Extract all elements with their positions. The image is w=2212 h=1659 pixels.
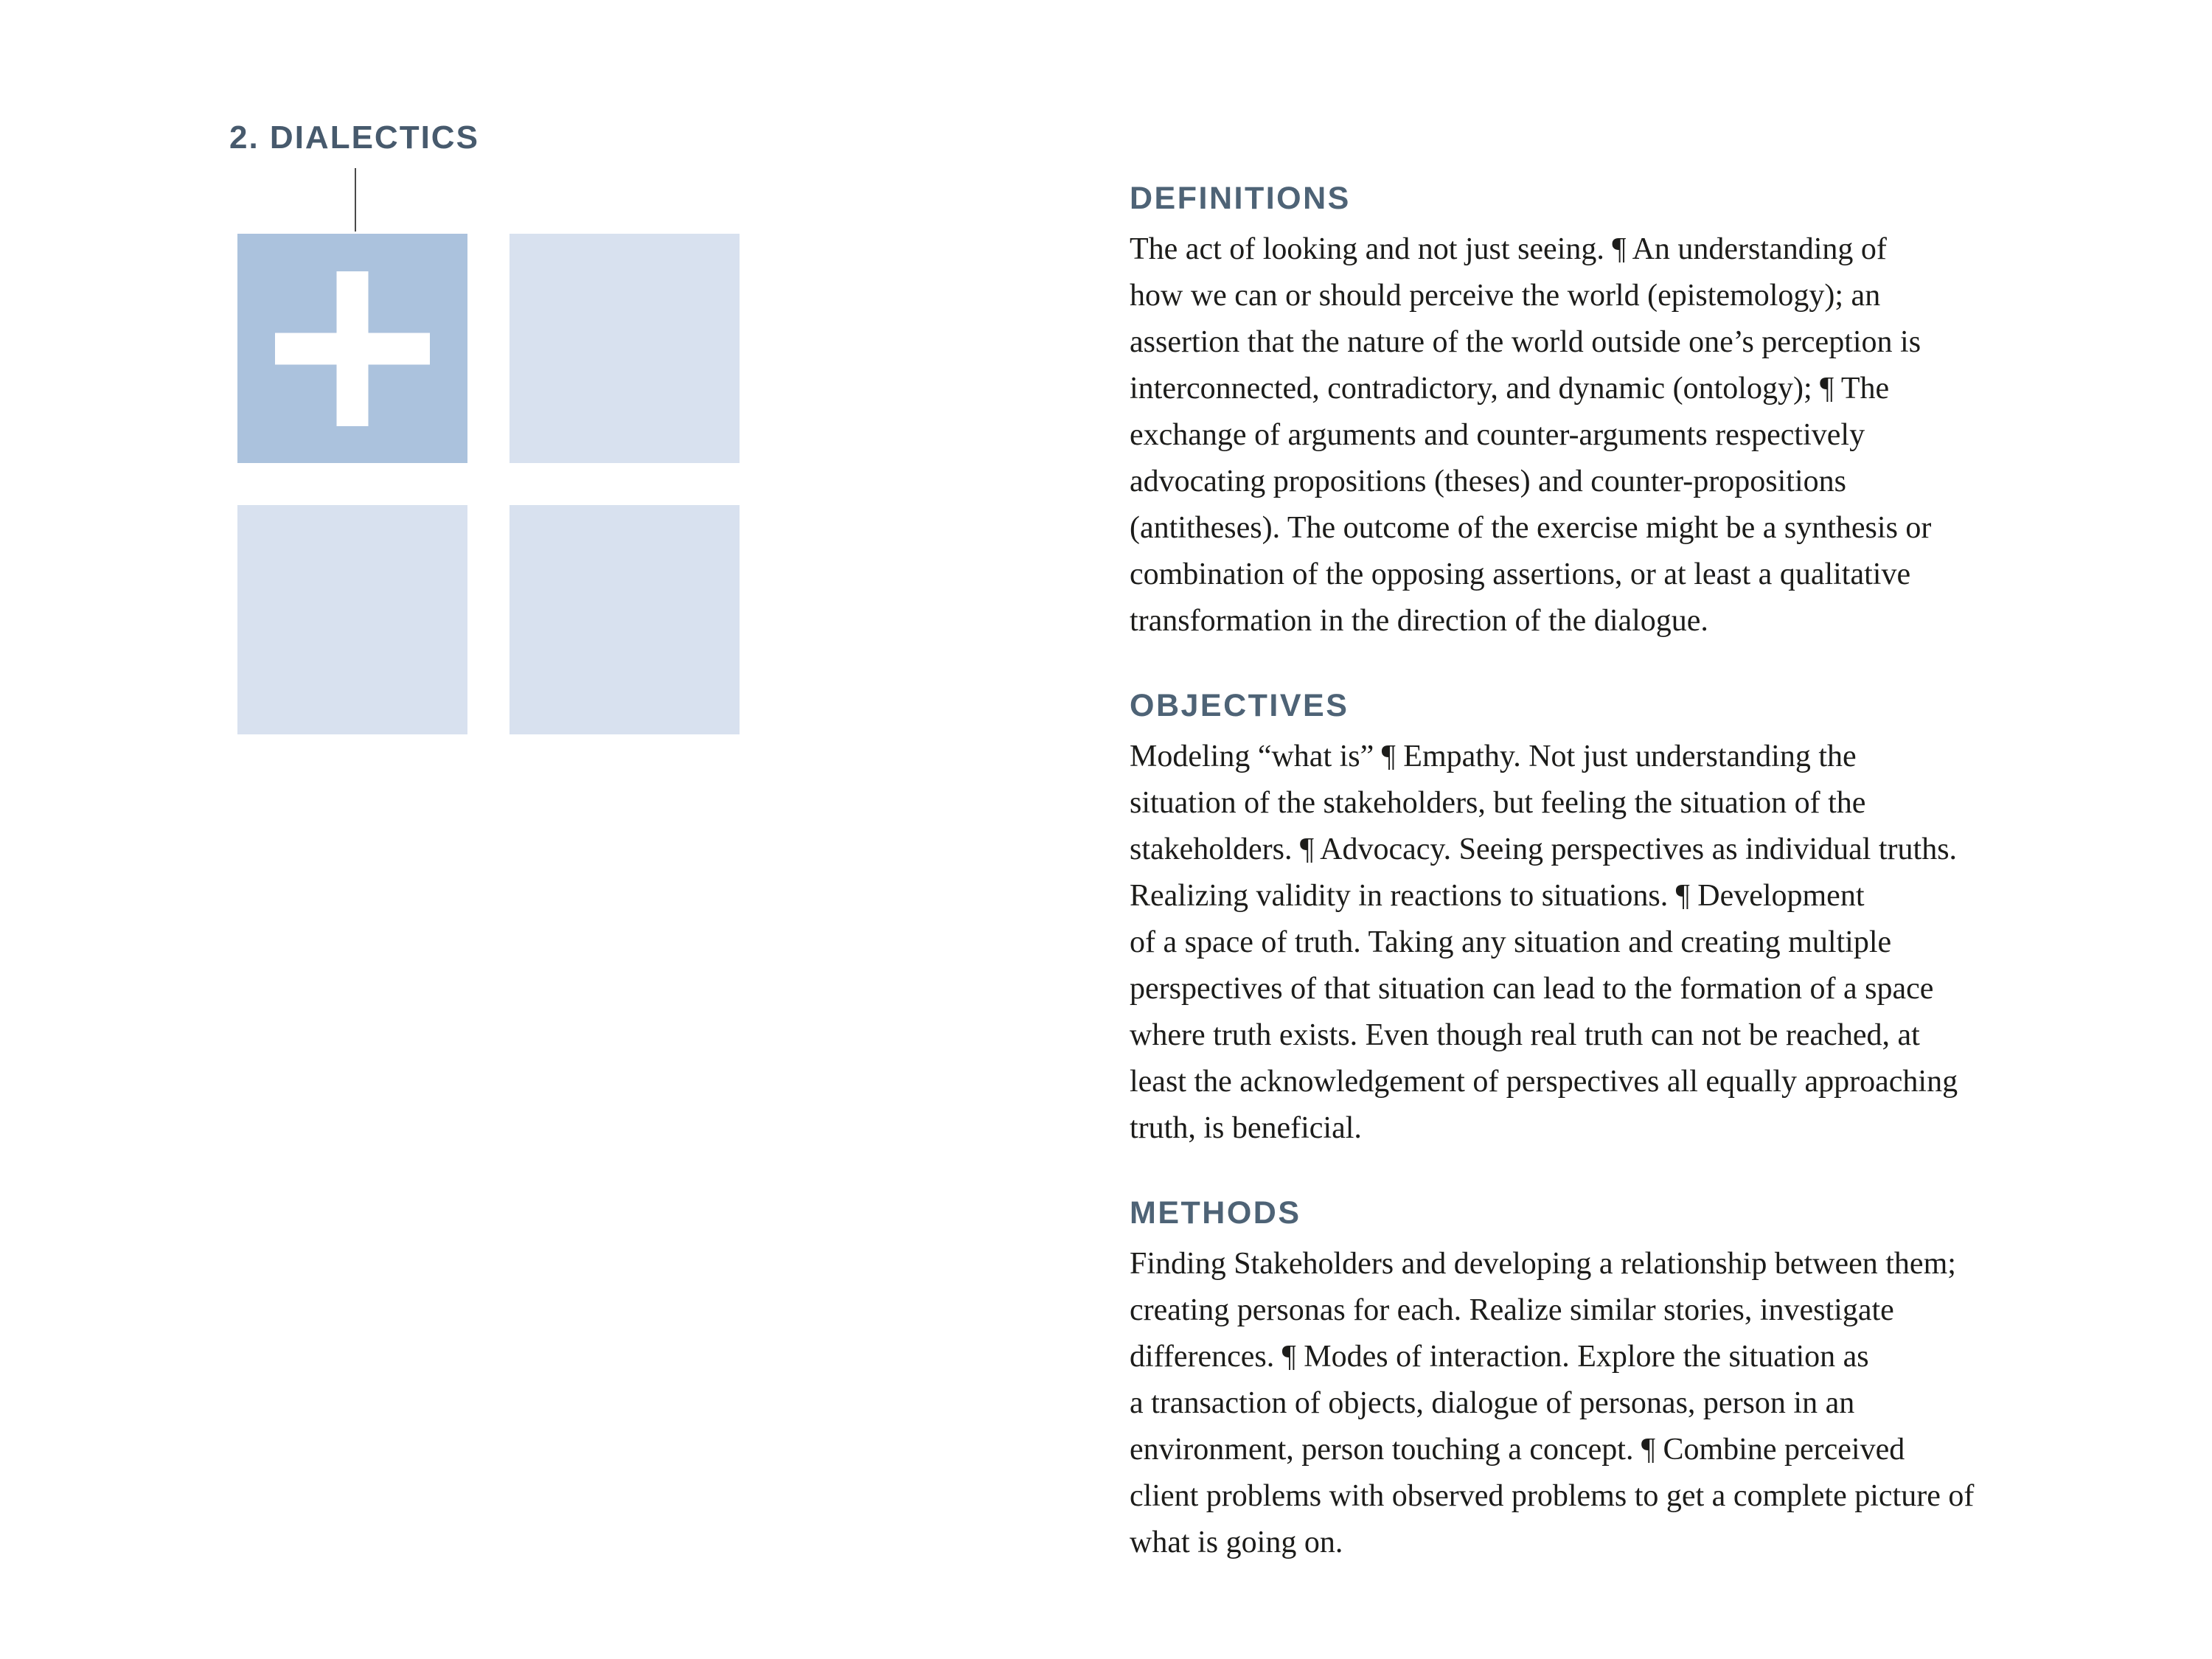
body-line: of a space of truth. Taking any situation and creating multiple [1130,925,1892,959]
body-line: transformation in the direction of the dialogue. [1130,604,1708,638]
grid-cell-active [237,234,467,463]
body-line: client problems with observed problems to get a complete picture of [1130,1479,1975,1513]
section-methods [1130,1197,2059,1566]
body-line: least the acknowledgement of perspectives all equally approaching [1130,1065,1958,1099]
plus-icon [237,234,467,463]
connector-line [355,168,356,232]
body-line: assertion that the nature of the world outside one’s perception is [1130,325,1921,359]
section-body [1130,1241,2059,1566]
grid-cell [509,505,740,734]
body-line: where truth exists. Even though real truth can not be reached, at [1130,1018,1920,1052]
section-heading: OBJECTIVES [1130,688,1349,723]
body-line: situation of the stakeholders, but feeling the situation of the [1130,786,1866,820]
body-line: perspectives of that situation can lead to the formation of a space [1130,972,1934,1006]
body-line: interconnected, contradictory, and dynamic (ontology); ¶ The [1130,372,1890,406]
body-line: (antitheses). The outcome of the exercise might be a synthesis or [1130,511,1932,545]
chapter-title: 2. DIALECTICS [229,119,479,156]
content-column [1130,183,2059,1566]
plus-horizontal-bar [275,333,430,364]
grid-cell [237,505,467,734]
body-line: a transaction of objects, dialogue of personas, person in an [1130,1386,1855,1420]
body-line: The act of looking and not just seeing. ¶ An understanding of [1130,232,1887,266]
section-body [1130,734,2059,1152]
body-line: Modeling “what is” ¶ Empathy. Not just understanding the [1130,740,1857,773]
body-line: environment, person touching a concept. ¶ Combine perceived [1130,1433,1905,1467]
body-line: exchange of arguments and counter-arguments respectively [1130,418,1865,452]
grid-cell [509,234,740,463]
body-line: stakeholders. ¶ Advocacy. Seeing perspectives as individual truths. [1130,832,1958,866]
section-heading: METHODS [1130,1195,1301,1231]
body-line: combination of the opposing assertions, or at least a qualitative [1130,557,1911,591]
body-line: what is going on. [1130,1526,1343,1559]
body-line: differences. ¶ Modes of interaction. Explore the situation as [1130,1340,1869,1374]
body-line: how we can or should perceive the world (epistemology); an [1130,279,1881,313]
section-objectives [1130,690,2059,1152]
section-body [1130,226,2059,644]
section-definitions [1130,183,2059,644]
body-line: Finding Stakeholders and developing a relationship between them; [1130,1247,1956,1281]
body-line: truth, is beneficial. [1130,1111,1362,1145]
body-line: Realizing validity in reactions to situations. ¶ Development [1130,879,1865,913]
body-line: advocating propositions (theses) and counter-propositions [1130,465,1846,498]
section-heading: DEFINITIONS [1130,181,1351,216]
square-grid [237,234,740,734]
body-line: creating personas for each. Realize similar stories, investigate [1130,1293,1894,1327]
